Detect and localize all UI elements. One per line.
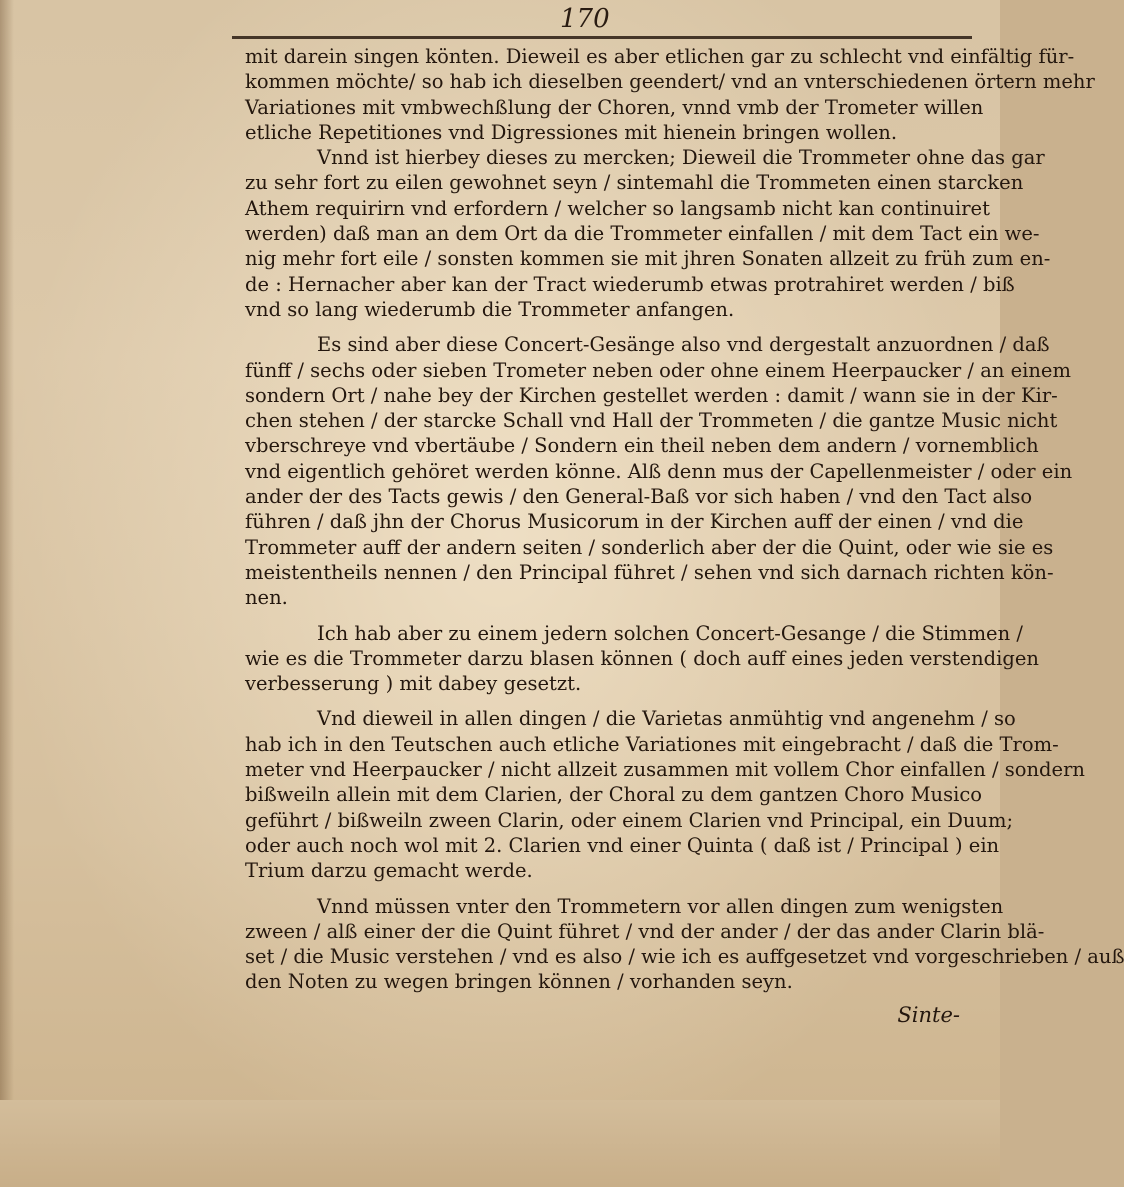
- page-edge-shadow: [0, 0, 14, 1100]
- paragraph-3: [245, 332, 1073, 610]
- text-line: kommen möchte/ so hab ich dieselben geendert/ vnd an vnterschiedenen örtern mehr: [245, 70, 1095, 94]
- text-line: geführt / bißweiln zween Clarin, oder einem Clarien vnd Principal, ein Duum;: [245, 808, 1014, 832]
- text-line: führen / daß jhn der Chorus Musicorum in der Kirchen auff der einen / vnd die: [245, 510, 1024, 534]
- text-line: Es sind aber diese Concert-Gesänge also vnd dergestalt anzuordnen / daß: [317, 333, 1050, 357]
- paragraph-4: [245, 621, 1039, 697]
- text-line: vnd eigentlich gehöret werden könne. Alß denn mus der Capellenmeister / oder ein: [245, 459, 1073, 483]
- text-line: zween / alß einer der die Quint führet / vnd der ander / der das ander Clarin blä-: [245, 919, 1045, 943]
- text-line: verbesserung ) mit dabey gesetzt.: [245, 672, 582, 696]
- text-line: nig mehr fort eile / sonsten kommen sie mit jhren Sonaten allzeit zu früh zum en-: [245, 247, 1051, 271]
- page-number: 170: [560, 4, 610, 34]
- text-line: set / die Music verstehen / vnd es also / wie ich es auffgesetzet vnd vorgeschrieben / auß: [245, 945, 1124, 969]
- text-line: Variationes mit vmbwechßlung der Choren, vnnd vmb der Trometer willen: [245, 95, 984, 119]
- text-line: meter vnd Heerpaucker / nicht allzeit zusammen mit vollem Chor einfallen / sondern: [245, 758, 1085, 782]
- text-line: den Noten zu wegen bringen können / vorhanden seyn.: [245, 970, 793, 994]
- text-line: ander der des Tacts gewis / den General-Baß vor sich haben / vnd den Tact also: [245, 485, 1033, 509]
- text-line: Trium darzu gemacht werde.: [245, 859, 533, 883]
- text-line: vnd so lang wiederumb die Trommeter anfangen.: [245, 297, 735, 321]
- text-line: bißweiln allein mit dem Clarien, der Choral zu dem gantzen Choro Musico: [245, 783, 983, 807]
- text-line: wie es die Trommeter darzu blasen können ( doch auff eines jeden verstendigen: [245, 646, 1039, 670]
- text-line: oder auch noch wol mit 2. Clarien vnd einer Quinta ( daß ist / Principal ) ein: [245, 833, 1000, 857]
- text-line: mit darein singen könten. Dieweil es aber etlichen gar zu schlecht vnd einfältig für-: [245, 45, 1075, 68]
- text-line: chen stehen / der starcke Schall vnd Hall der Trommeten / die gantze Music nicht: [245, 409, 1058, 433]
- text-line: sondern Ort / nahe bey der Kirchen gestellet werden : damit / wann sie in der Kir-: [245, 383, 1058, 407]
- text-line: nen.: [245, 586, 288, 610]
- text-line: Vnd dieweil in allen dingen / die Varietas anmühtig vnd angenehm / so: [317, 707, 1016, 731]
- text-line: etliche Repetitiones vnd Digressiones mit hienein bringen wollen.: [245, 120, 898, 144]
- text-line: Athem requirirn vnd erfordern / welcher so langsamb nicht kan continuiret: [245, 196, 990, 220]
- text-line: Trommeter auff der andern seiten / sonderlich aber der die Quint, oder wie sie es: [245, 535, 1054, 559]
- text-line: fünff / sechs oder sieben Trometer neben oder ohne einem Heerpaucker / an einem: [245, 358, 1071, 382]
- paragraph-1: [245, 44, 1095, 145]
- text-line: vberschreye vnd vbertäube / Sondern ein theil neben dem andern / vornemblich: [245, 434, 1039, 458]
- text-line: zu sehr fort zu eilen gewohnet seyn / sintemahl die Trommeten einen starcken: [245, 171, 1024, 195]
- text-line: meistentheils nennen / den Principal führet / sehen vnd sich darnach richten kön-: [245, 560, 1054, 584]
- paragraph-5: [245, 706, 1085, 883]
- text-line: Vnnd müssen vnter den Trommetern vor allen dingen zum wenigsten: [317, 894, 1004, 918]
- text-line: hab ich in den Teutschen auch etliche Variationes mit eingebracht / daß die Trom-: [245, 732, 1059, 756]
- text-line: werden) daß man an dem Ort da die Trommeter einfallen / mit dem Tact ein we-: [245, 222, 1040, 246]
- text-line: Vnnd ist hierbey dieses zu mercken; Dieweil die Trommeter ohne das gar: [317, 146, 1045, 170]
- paragraph-2: [245, 145, 1051, 322]
- paragraph-6: [245, 894, 1124, 995]
- header-rule: [232, 36, 972, 39]
- text-line: de : Hernacher aber kan der Tract wiederumb etwas protrahiret werden / biß: [245, 272, 1015, 296]
- page-bottom-margin: [0, 1100, 1000, 1187]
- body-text: [245, 44, 1124, 995]
- text-line: Ich hab aber zu einem jedern solchen Concert-Gesange / die Stimmen /: [317, 621, 1023, 645]
- catchword: Sinte-: [897, 1003, 960, 1027]
